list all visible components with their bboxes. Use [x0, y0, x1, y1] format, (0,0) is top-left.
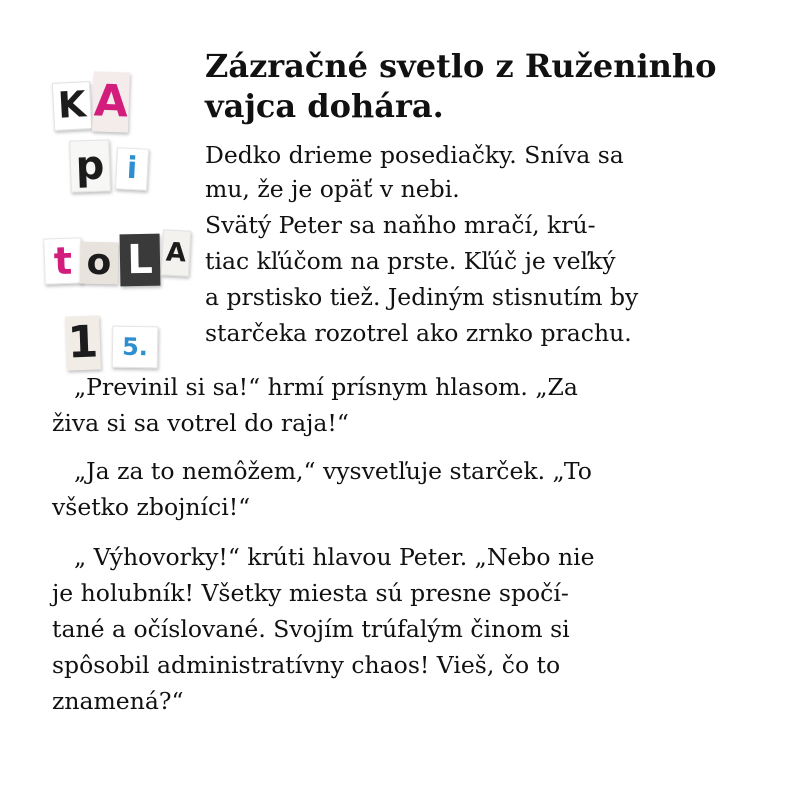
- chapter-letter-a: A: [92, 71, 130, 132]
- chapter-letter-a-small: A: [161, 229, 191, 276]
- chapter-letter-p: p: [69, 139, 111, 192]
- body-line: starčeka rozotrel ako zrnko prachu.: [205, 319, 632, 347]
- body-line: je holubník! Všetky miesta sú presne spočí-: [52, 579, 569, 607]
- body-line: znamená?“: [52, 687, 184, 715]
- chapter-title: [205, 46, 775, 126]
- body-line: živa si sa votrel do raja!“: [52, 409, 349, 437]
- chapter-letter-t: t: [43, 237, 83, 284]
- body-line: a prstisko tiež. Jediným stisnutím by: [205, 283, 639, 311]
- chapter-number-5: 5.: [112, 326, 159, 369]
- body-line: „ Výhovorky!“ krúti hlavou Peter. „Nebo nie: [74, 543, 595, 571]
- body-line: tané a očíslované. Svojím trúfalým činom si: [52, 615, 570, 643]
- body-line: „Previnil si sa!“ hrmí prísnym hlasom. „Za: [74, 373, 578, 401]
- body-line: spôsobil administratívny chaos! Vieš, čo to: [52, 651, 561, 679]
- body-line: Dedko drieme posediačky. Sníva sa: [205, 141, 624, 169]
- body-line: všetko zbojníci!“: [52, 493, 251, 521]
- body-line: tiac kľúčom na prste. Kľúč je veľký: [205, 247, 616, 275]
- chapter-letter-o: o: [80, 242, 119, 285]
- chapter-letter-k: K: [52, 81, 92, 131]
- body-line: „Ja za to nemôžem,“ vysvetľuje starček. „To: [74, 457, 592, 485]
- body-line: mu, že je opäť v nebi.: [205, 175, 460, 203]
- chapter-letter-i: i: [115, 147, 149, 191]
- chapter-title-line-2: vajca dohára.: [205, 87, 444, 125]
- chapter-letter-l: L: [120, 234, 161, 287]
- body-line: Svätý Peter sa naňho mračí, krú-: [205, 211, 596, 239]
- chapter-title-line-1: Zázračné svetlo z Ruženinho: [205, 47, 717, 85]
- chapter-badge: [30, 40, 190, 369]
- chapter-number-1: 1: [65, 315, 101, 370]
